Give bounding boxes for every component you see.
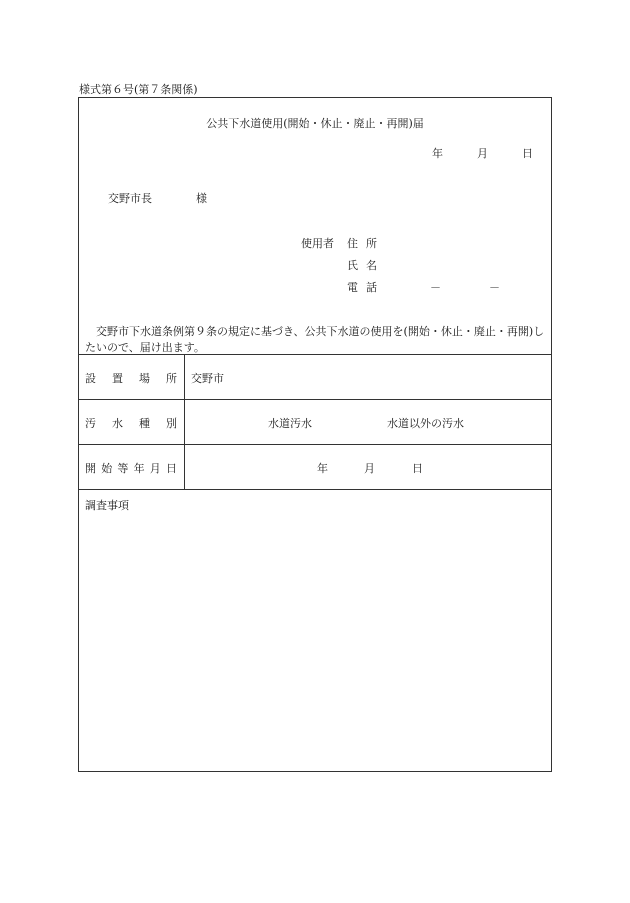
sewage-option-other[interactable]: 水道以外の汚水 — [387, 417, 464, 430]
applicant-name-row — [347, 257, 387, 273]
label-char: 別 — [166, 417, 177, 430]
applicant-role-label: 使用者 — [301, 237, 334, 250]
label-char: 場 — [139, 372, 150, 385]
form-frame — [78, 97, 552, 772]
date-year-label: 年 — [432, 147, 443, 160]
applicant-phone-row — [347, 279, 387, 295]
start-date-label — [85, 460, 177, 476]
phone-dash-1: － — [430, 281, 441, 294]
sewage-option-water-supply[interactable]: 水道汚水 — [268, 417, 312, 430]
phone-dash-2: － — [489, 281, 500, 294]
table-row-divider — [79, 399, 551, 400]
label-char: 日 — [165, 462, 177, 475]
location-label — [85, 370, 177, 386]
addressee-honorific: 様 — [196, 192, 207, 205]
start-date-year[interactable]: 年 — [317, 462, 328, 475]
address-label: 住所 — [347, 237, 385, 250]
label-char: 汚 — [85, 417, 96, 430]
label-char: 所 — [166, 372, 177, 385]
label-char: 始 — [101, 462, 113, 475]
start-date-month[interactable]: 月 — [364, 462, 375, 475]
date-month-label: 月 — [477, 147, 488, 160]
label-char: 等 — [117, 462, 129, 475]
name-label: 氏名 — [347, 259, 385, 272]
table-column-divider — [184, 354, 185, 489]
table-top-border — [79, 354, 551, 355]
form-number: 様式第６号(第７条関係) — [79, 83, 198, 96]
label-char: 設 — [85, 372, 96, 385]
date-day-label: 日 — [522, 147, 533, 160]
label-char: 開 — [85, 462, 96, 475]
applicant-address-row — [347, 235, 387, 251]
label-char: 水 — [112, 417, 123, 430]
addressee — [108, 190, 207, 206]
location-value[interactable]: 交野市 — [191, 372, 224, 385]
survey-notes-area[interactable] — [79, 490, 551, 771]
declaration-text: 交野市下水道条例第９条の規定に基づき、公共下水道の使用を(開始・休止・廃止・再開)したいので、届け出ます。 — [85, 325, 545, 354]
start-date-day[interactable]: 日 — [412, 462, 423, 475]
label-char: 年 — [133, 462, 145, 475]
applicant-role — [301, 235, 347, 251]
form-title: 公共下水道使用(開始・休止・廃止・再開)届 — [206, 117, 424, 130]
label-char: 種 — [139, 417, 150, 430]
survey-notes-label: 調査事項 — [85, 499, 129, 512]
sewage-type-label — [85, 415, 177, 431]
table-row-divider — [79, 444, 551, 445]
label-char: 月 — [149, 462, 161, 475]
addressee-name: 交野市長 — [108, 192, 152, 205]
submission-date — [432, 145, 533, 161]
phone-label: 電話 — [347, 281, 385, 294]
label-char: 置 — [112, 372, 123, 385]
